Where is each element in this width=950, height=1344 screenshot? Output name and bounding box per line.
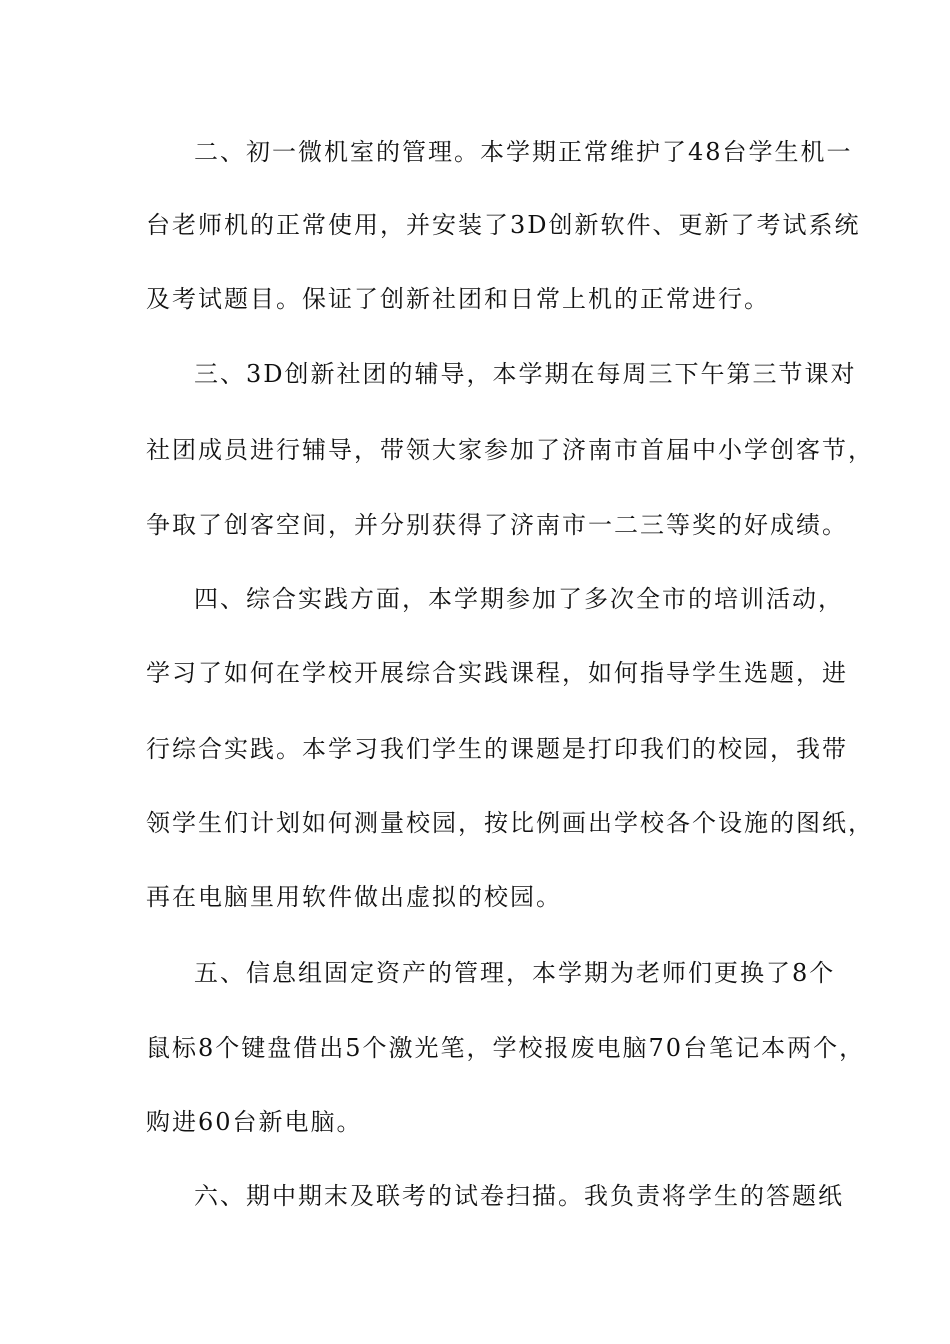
text-line: 三、3D创新社团的辅导，本学期在每周三下午第三节课对	[194, 360, 857, 388]
text-line: 再在电脑里用软件做出虚拟的校园。	[146, 883, 562, 911]
text-line: 社团成员进行辅导，带领大家参加了济南市首届中小学创客节，	[146, 436, 874, 464]
text-line: 学习了如何在学校开展综合实践课程，如何指导学生选题，进	[146, 659, 848, 687]
text-line: 争取了创客空间，并分别获得了济南市一二三等奖的好成绩。	[146, 511, 848, 539]
text-line: 五、信息组固定资产的管理，本学期为老师们更换了8个	[194, 959, 836, 987]
text-line: 台老师机的正常使用，并安装了3D创新软件、更新了考试系统	[146, 211, 861, 239]
text-line: 六、期中期末及联考的试卷扫描。我负责将学生的答题纸	[194, 1182, 844, 1210]
text-line: 行综合实践。本学习我们学生的课题是打印我们的校园，我带	[146, 735, 848, 763]
text-line: 购进60台新电脑。	[146, 1108, 363, 1136]
text-line: 鼠标8个键盘借出5个激光笔，学校报废电脑70台笔记本两个，	[146, 1034, 866, 1062]
text-line: 四、综合实践方面，本学期参加了多次全市的培训活动，	[194, 585, 844, 613]
text-line: 及考试题目。保证了创新社团和日常上机的正常进行。	[146, 285, 770, 313]
text-line: 二、初一微机室的管理。本学期正常维护了48台学生机一	[194, 138, 853, 166]
text-line: 领学生们计划如何测量校园，按比例画出学校各个设施的图纸，	[146, 809, 874, 837]
